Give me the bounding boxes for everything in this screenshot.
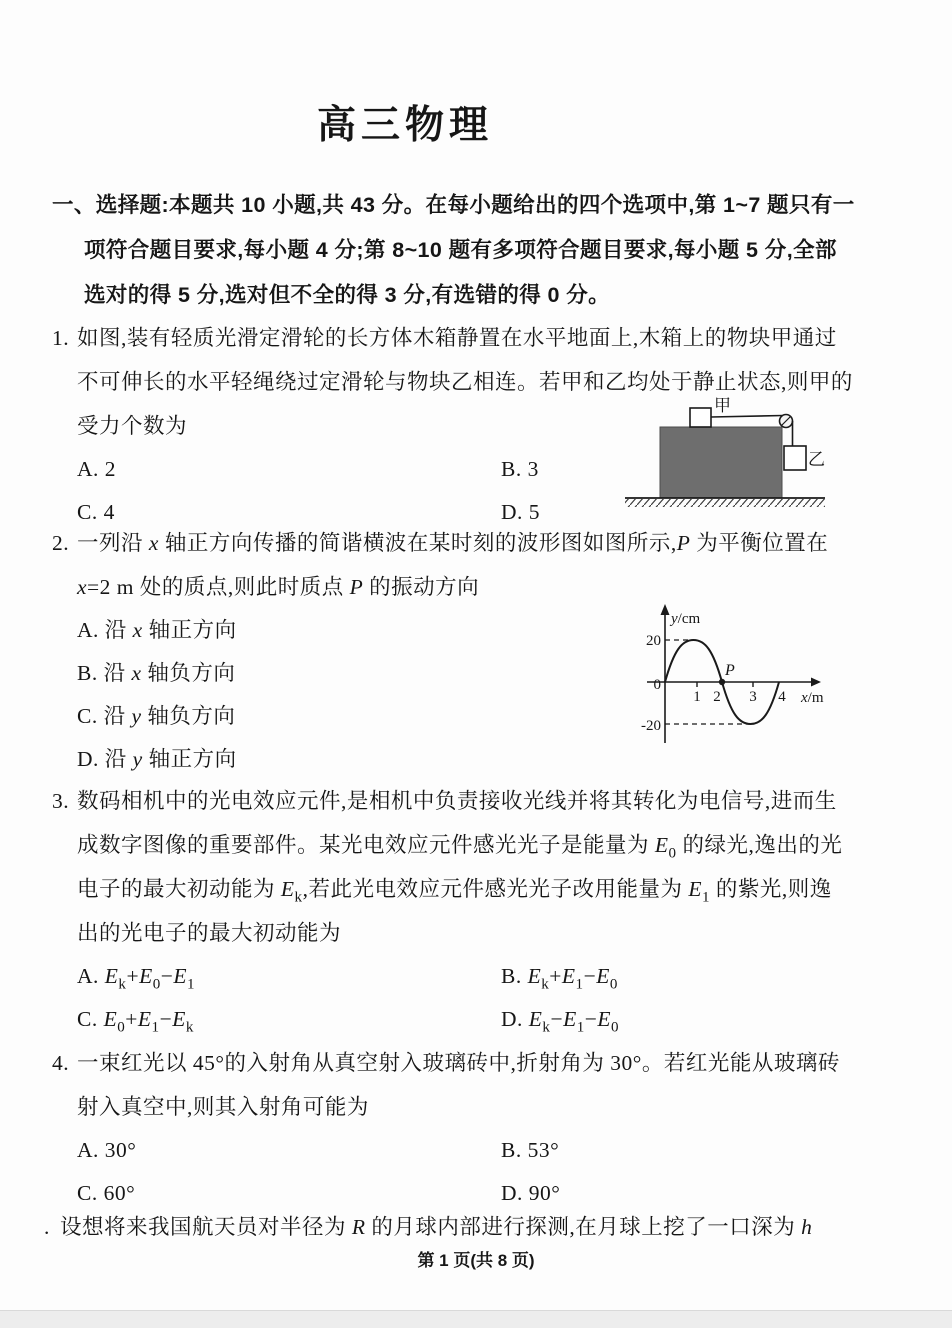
options-row <box>52 955 912 998</box>
question-text: 一列沿 x 轴正方向传播的简谐横波在某时刻的波形图如图所示,P 为平衡位置在 <box>77 531 829 555</box>
point-p-label: P <box>725 662 735 679</box>
wave-figure-svg <box>625 600 850 758</box>
instruction-line: 一、选择题:本题共 10 小题,共 43 分。在每小题给出的四个选项中,第 1~7 题只有一 <box>52 193 855 217</box>
question-text: 数码相机中的光电效应元件,是相机中负责接收光线并将其转化为电信号,进而生 <box>77 789 837 813</box>
option-b: B. $E_k+E_1-E_0$ <box>501 964 618 993</box>
options-row <box>52 998 912 1041</box>
option-d: D. $E_k-E_1-E_0$ <box>501 1007 620 1036</box>
y-axis-label: y/cm <box>671 611 701 627</box>
x-tick-label-4: 4 <box>778 689 786 705</box>
question-number: 2. <box>52 531 70 555</box>
y-axis-arrow <box>661 604 670 615</box>
question-number: 1. <box>52 326 70 350</box>
block-yi <box>784 446 806 470</box>
question-4 <box>52 1041 912 1215</box>
question-line: 电子的最大初动能为 $E_k$,若此光电效应元件感光光子改用能量为 $E_1$ 的紫光,则逸 <box>77 877 832 906</box>
option-b: B. 沿 x 轴负方向 <box>77 661 236 685</box>
y-max-label: 20 <box>646 633 661 649</box>
question-line: 受力个数为 <box>77 414 188 438</box>
page-bottom-edge <box>0 1310 952 1328</box>
question-text: 如图,装有轻质光滑定滑轮的长方体木箱静置在水平地面上,木箱上的物块甲通过 <box>77 326 837 350</box>
question-number: . <box>44 1215 50 1239</box>
pulley-figure-svg <box>616 393 856 509</box>
options-row <box>52 1129 912 1172</box>
question-line <box>52 779 912 823</box>
section-instructions <box>52 183 912 318</box>
x-tick-label-3: 3 <box>749 689 757 705</box>
option-d: D. 沿 y 轴正方向 <box>77 747 237 771</box>
ground-hatching <box>625 499 825 507</box>
x-axis-arrow <box>811 678 821 687</box>
block-jia <box>690 408 711 427</box>
option-b: B. 53° <box>501 1138 560 1162</box>
page-footer: 第 1 页(共 8 页) <box>417 1251 535 1270</box>
option-c: C. 沿 y 轴负方向 <box>77 704 236 728</box>
point-p-dot <box>719 679 725 685</box>
option-d: D. 5 <box>501 500 541 524</box>
pulley-figure <box>616 393 856 514</box>
page-title: 高三物理 <box>316 104 493 147</box>
option-a: A. 2 <box>77 457 117 481</box>
option-d: D. 90° <box>501 1181 561 1205</box>
block-yi-label: 乙 <box>808 450 825 469</box>
option-c: C. $E_0+E_1-E_k$ <box>77 1007 194 1036</box>
origin-label: 0 <box>653 677 661 693</box>
question-line: 出的光电子的最大初动能为 <box>77 921 342 945</box>
y-min-label: -20 <box>641 718 661 734</box>
question-line <box>52 1041 912 1085</box>
option-b: B. 3 <box>501 457 539 481</box>
x-axis-label: x/m <box>801 690 824 706</box>
question-line: 成数字图像的重要部件。某光电效应元件感光光子是能量为 $E_0$ 的绿光,逸出的光 <box>77 833 843 862</box>
question-line: 不可伸长的水平轻绳绕过定滑轮与物块乙相连。若甲和乙均处于静止状态,则甲的 <box>77 370 853 394</box>
option-a: A. 沿 x 轴正方向 <box>77 618 237 642</box>
question-number: 3. <box>52 789 70 813</box>
question-number: 4. <box>52 1051 70 1075</box>
instruction-line: 选对的得 5 分,选对但不全的得 3 分,有选错的得 0 分。 <box>84 283 611 307</box>
x-tick-label-2: 2 <box>713 689 721 705</box>
question-text: 一束红光以 45°的入射角从真空射入玻璃砖中,折射角为 30°。若红光能从玻璃砖 <box>77 1051 840 1075</box>
x-tick-label-1: 1 <box>693 689 701 705</box>
rope-horizontal <box>711 416 783 418</box>
question-line: 射入真空中,则其入射角可能为 <box>77 1095 369 1119</box>
option-a: A. $E_k+E_0-E_1$ <box>77 964 196 993</box>
wooden-box <box>660 427 782 498</box>
question-line: x=2 m 处的质点,则此时质点 P 的振动方向 <box>77 575 480 599</box>
block-jia-label: 甲 <box>714 396 731 415</box>
option-c: C. 4 <box>77 500 115 524</box>
question-line <box>52 521 912 565</box>
instruction-line: 项符合题目要求,每小题 4 分;第 8~10 题有多项符合题目要求,每小题 5 分,全部 <box>84 238 837 262</box>
question-text: 设想将来我国航天员对半径为 R 的月球内部进行探测,在月球上挖了一口深为 h <box>60 1215 813 1239</box>
option-a: A. 30° <box>77 1138 137 1162</box>
option-c: C. 60° <box>77 1181 136 1205</box>
question-line <box>52 316 912 360</box>
question-3 <box>52 779 912 1041</box>
question-5 <box>44 1205 904 1249</box>
wave-figure <box>625 600 850 763</box>
question-line <box>44 1205 904 1249</box>
